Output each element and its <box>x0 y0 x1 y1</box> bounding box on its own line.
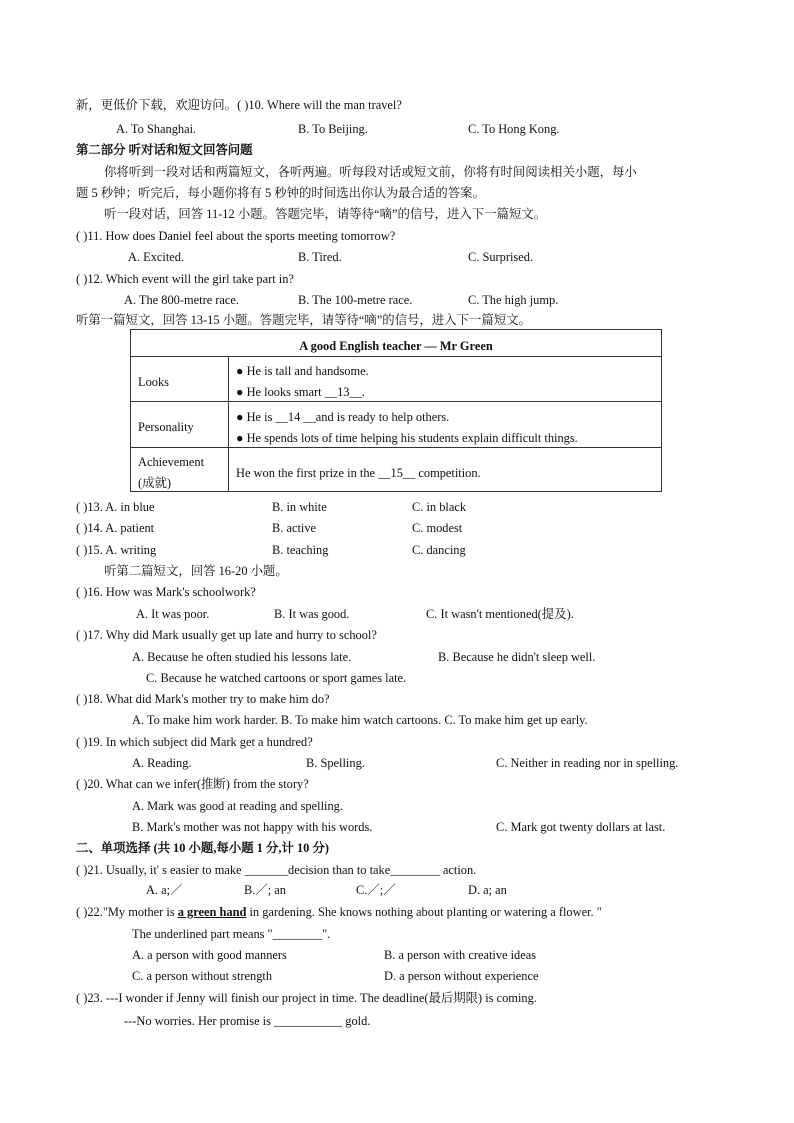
instruction-line-1: 你将听到一段对话和两篇短文，各听两遍。听每段对话或短文前，你将有时间阅读相关小题，每小 <box>104 165 637 179</box>
q22-subquestion: The underlined part means "________". <box>132 927 331 941</box>
q21-option-c: C.／;／ <box>356 883 396 897</box>
q20-question: ( )20. What can we infer(推断) from the story? <box>76 777 309 791</box>
q12-option-a: A. The 800-metre race. <box>124 293 240 307</box>
q20-option-c: C. Mark got twenty dollars at last. <box>496 820 666 834</box>
q20-option-a: A. Mark was good at reading and spelling. <box>132 799 343 813</box>
looks-item-2: ● He looks smart __13__. <box>236 385 365 399</box>
section-2-title: 二、单项选择 (共 10 小题,每小题 1 分,计 10 分) <box>76 841 329 855</box>
q10-option-b: B. To Beijing. <box>298 122 368 136</box>
instruction-line-5: 听第二篇短文，回答 16-20 小题。 <box>104 564 288 578</box>
q15-option-a: ( )15. A. writing <box>76 543 157 557</box>
q19-question: ( )19. In which subject did Mark get a hundred? <box>76 735 313 749</box>
q16-question: ( )16. How was Mark's schoolwork? <box>76 585 256 599</box>
table-row-divider <box>131 401 661 402</box>
q21-option-d: D. a; an <box>468 883 507 897</box>
q17-option-a: A. Because he often studied his lessons late. <box>132 650 352 664</box>
q14-option-a: ( )14. A. patient <box>76 521 155 535</box>
q19-option-b: B. Spelling. <box>306 756 365 770</box>
q17-option-c: C. Because he watched cartoons or sport games late. <box>146 671 407 685</box>
q22-option-b: B. a person with creative ideas <box>384 948 537 962</box>
q23-question: ( )23. ---I wonder if Jenny will finish our project in time. The deadline(最后期限) is coming. <box>76 991 537 1005</box>
q15-option-c: C. dancing <box>412 543 466 557</box>
instruction-line-3: 听一段对话，回答 11-12 小题。答题完毕，请等待“嘀”的信号，进入下一篇短文。 <box>104 207 547 221</box>
q23-response: ---No worries. Her promise is ___________ gold. <box>124 1014 371 1028</box>
part2-title: 第二部分 听对话和短文回答问题 <box>76 143 253 157</box>
q12-question: ( )12. Which event will the girl take part in? <box>76 272 294 286</box>
q16-option-a: A. It was poor. <box>136 607 210 621</box>
q17-option-b: B. Because he didn't sleep well. <box>438 650 596 664</box>
q13-option-c: C. in black <box>412 500 467 514</box>
q14-option-c: C. modest <box>412 521 463 535</box>
q21-option-b: B.／; an <box>244 883 286 897</box>
instruction-line-2: 题 5 秒钟；听完后，每小题你将有 5 秒钟的时间选出你认为最合适的答案。 <box>76 186 485 200</box>
teacher-info-table <box>130 329 662 492</box>
looks-item-1: ● He is tall and handsome. <box>236 364 369 378</box>
q11-option-b: B. Tired. <box>298 250 342 264</box>
q20-option-b: B. Mark's mother was not happy with his words. <box>132 820 373 834</box>
q22-question <box>76 904 602 920</box>
table-title: A good English teacher — Mr Green <box>299 339 493 353</box>
q16-option-c: C. It wasn't mentioned(提及). <box>426 607 574 621</box>
table-row-divider <box>131 356 661 357</box>
table-column-divider <box>228 356 229 491</box>
q19-option-a: A. Reading. <box>132 756 192 770</box>
q16-option-b: B. It was good. <box>274 607 350 621</box>
q22-option-c: C. a person without strength <box>132 969 273 983</box>
q21-option-a: A. a;／ <box>146 883 183 897</box>
q17-question: ( )17. Why did Mark usually get up late and hurry to school? <box>76 628 377 642</box>
q18-question: ( )18. What did Mark's mother try to make him do? <box>76 692 330 706</box>
q13-option-b: B. in white <box>272 500 327 514</box>
q14-option-b: B. active <box>272 521 317 535</box>
personality-label: Personality <box>138 420 194 434</box>
personality-item-1: ● He is __14 __and is ready to help others. <box>236 410 450 424</box>
q12-option-c: C. The high jump. <box>468 293 559 307</box>
table-row-divider <box>131 447 661 448</box>
q22-text-start: ( )22."My mother is <box>76 905 178 919</box>
q11-question: ( )11. How does Daniel feel about the sports meeting tomorrow? <box>76 229 396 243</box>
q18-options: A. To make him work harder. B. To make him watch cartoons. C. To make him get up early. <box>132 713 588 727</box>
q21-question: ( )21. Usually, it' s easier to make _______decision than to take________ action. <box>76 863 477 877</box>
q19-option-c: C. Neither in reading nor in spelling. <box>496 756 679 770</box>
achievement-label: Achievement <box>138 455 205 469</box>
q10-option-c: C. To Hong Kong. <box>468 122 560 136</box>
looks-label: Looks <box>138 375 169 389</box>
q10-question: 新，更低价下载，欢迎访问。( )10. Where will the man travel? <box>76 98 402 112</box>
q10-option-a: A. To Shanghai. <box>116 122 197 136</box>
q22-option-a: A. a person with good manners <box>132 948 287 962</box>
achievement-label-cn: (成就) <box>138 476 172 490</box>
q11-option-a: A. Excited. <box>128 250 185 264</box>
personality-item-2: ● He spends lots of time helping his students explain difficult things. <box>236 431 578 445</box>
instruction-line-4: 听第一篇短文，回答 13-15 小题。答题完毕，请等待“嘀”的信号，进入下一篇短文。 <box>76 313 531 327</box>
q22-underlined-phrase: a green hand <box>177 905 247 919</box>
q13-option-a: ( )13. A. in blue <box>76 500 155 514</box>
q22-option-d: D. a person without experience <box>384 969 539 983</box>
q12-option-b: B. The 100-metre race. <box>298 293 413 307</box>
q22-text-end: in gardening. She knows nothing about planting or watering a flower. " <box>246 905 602 919</box>
q11-option-c: C. Surprised. <box>468 250 534 264</box>
q15-option-b: B. teaching <box>272 543 329 557</box>
achievement-text: He won the first prize in the __15__ competition. <box>236 466 481 480</box>
